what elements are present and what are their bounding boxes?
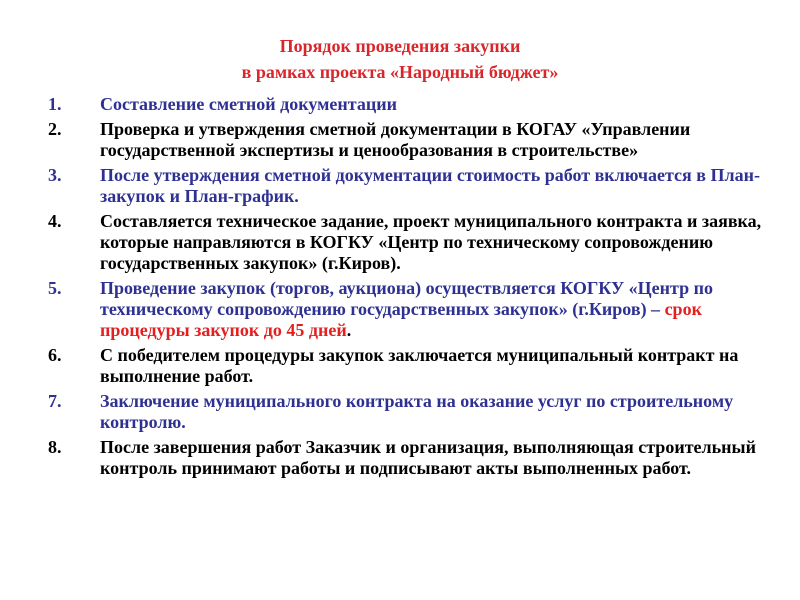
title-line-2: в рамках проекта «Народный бюджет» [241, 62, 559, 82]
list-item [48, 345, 768, 387]
item-number: 2. [48, 119, 62, 139]
list-item [48, 165, 768, 207]
list-item [48, 211, 768, 274]
deadline-highlight: срок процедуры закупок до 45 дней [100, 299, 702, 340]
procedure-list [48, 94, 768, 483]
title-line-1: Порядок проведения закупки [279, 36, 521, 56]
item-text: После утверждения сметной документации стоимость работ включается в План-закупок и План-график. [100, 165, 760, 206]
list-item [48, 94, 768, 115]
item-number: 7. [48, 391, 62, 411]
item-text: Составляется техническое задание, проект муниципального контракта и заявка, которые направляются в КОГКУ «Центр по техническому сопровождению государственных закупок» (г.Киров). [100, 211, 762, 273]
item-text: Составление сметной документации [100, 94, 397, 114]
item-number: 3. [48, 165, 62, 185]
item-number: 5. [48, 278, 62, 298]
item-text: Заключение муниципального контракта на оказание услуг по строительному контролю. [100, 391, 734, 432]
item-text: После завершения работ Заказчик и организация, выполняющая строительный контроль принимают работы и подписывают акты выполненных работ. [100, 437, 756, 478]
list-item [48, 391, 768, 433]
item-text [100, 278, 768, 341]
item-text: С победителем процедуры закупок заключается муниципальный контракт на выполнение работ. [100, 345, 739, 386]
item-text-main: Проведение закупок (торгов, аукциона) осуществляется КОГКУ «Центр по техническому сопровождению государственных закупок» (г.Киров) – [100, 278, 713, 319]
item-number: 6. [48, 345, 62, 365]
item-text: Проверка и утверждения сметной документации в КОГАУ «Управлении государственной экспертизы и ценообразования в строительстве» [100, 119, 691, 160]
list-item [48, 437, 768, 479]
item-text-end: . [346, 320, 352, 340]
item-number: 8. [48, 437, 62, 457]
slide-title [0, 33, 800, 85]
item-number: 1. [48, 94, 62, 114]
item-number: 4. [48, 211, 62, 231]
list-item [48, 278, 768, 341]
list-item [48, 119, 768, 161]
